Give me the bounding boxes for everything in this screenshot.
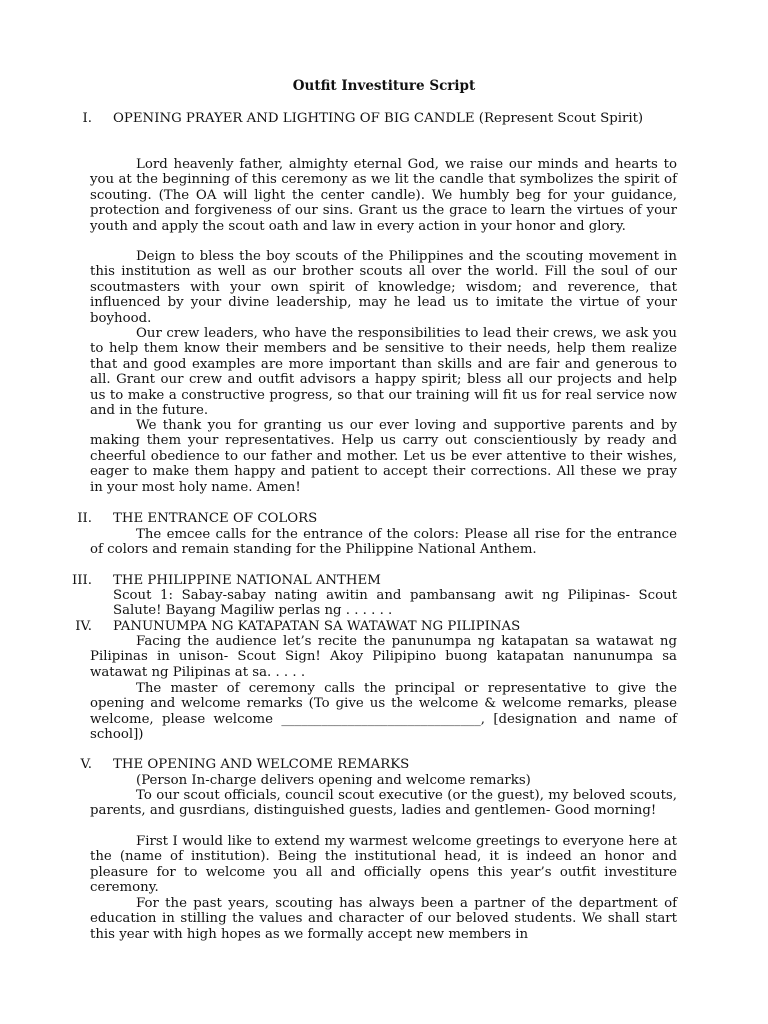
- document-title: Outfit Investiture Script: [292, 78, 476, 94]
- paragraph: First I would like to extend my warmest welcome greetings to everyone here at the (name of institution). Being the institutional head, it is indeed an honor and pleasure for to welcome you all and officially opens this year’s outfit investiture ceremony.: [90, 834, 677, 896]
- paragraph: The emcee calls for the entrance of the colors: Please all rise for the entrance of colors and remain standing for the Philippine National Anthem.: [90, 527, 677, 558]
- paragraph: Our crew leaders, who have the responsibilities to lead their crews, we ask you to help them know their members and be sensitive to their needs, help them realize that and good examples are more important than skills and are fair and generous to all. Grant our crew and outfit advisors a happy spirit; bless all our projects and help us to make a constructive progress, so that our training will fit us for real service now and in the future.: [90, 326, 677, 419]
- paragraph: Deign to bless the boy scouts of the Philippines and the scouting movement in this institution as well as our brother scouts all over the world. Fill the soul of our scoutmasters with your own spirit of knowledge; wisdom; and reverence, that influenced by your divine leadership, may he lead us to imitate the virtue of your boyhood.: [90, 249, 677, 326]
- section-title: OPENING PRAYER AND LIGHTING OF BIG CANDLE (Represent Scout Spirit): [113, 111, 644, 126]
- paragraph: We thank you for granting us our ever loving and supportive parents and by making them your representatives. Help us carry out conscientiously by ready and cheerful obedience to our father and mother. Let us be ever attentive to their wishes, eager to make them happy and patient to accept their corrections. All these we pray in your most holy name. Amen!: [90, 418, 677, 495]
- paragraph: (Person In-charge delivers opening and welcome remarks): [136, 773, 531, 788]
- section-title: THE OPENING AND WELCOME REMARKS: [113, 757, 410, 772]
- section-number: V.: [80, 757, 92, 772]
- section-title: THE ENTRANCE OF COLORS: [113, 511, 318, 526]
- section-title: THE PHILIPPINE NATIONAL ANTHEM: [113, 573, 381, 588]
- section-number: I.: [82, 111, 92, 126]
- section-number: II.: [77, 511, 92, 526]
- paragraph: Scout 1: Sabay-sabay nating awitin and pambansang awit ng Pilipinas- Scout Salute! Bayang Magiliw perlas ng . . . . . .: [113, 588, 677, 619]
- paragraph: Facing the audience let’s recite the panunumpa ng katapatan sa watawat ng Pilipinas in unison- Scout Sign! Akoy Pilipipino buong katapatan nanunumpa sa watawat ng Pilipinas at sa. . . . .: [90, 634, 677, 680]
- section-number: III.: [72, 573, 92, 588]
- paragraph: The master of ceremony calls the principal or representative to give the opening and welcome remarks (To give us the welcome & welcome remarks, please welcome, please welcome ______________________________, [designation and name of school]): [90, 681, 677, 743]
- paragraph: To our scout officials, council scout executive (or the guest), my beloved scouts, parents, and gusrdians, distinguished guests, ladies and gentlemen- Good morning!: [90, 788, 677, 819]
- section-title: PANUNUMPA NG KATAPATAN SA WATAWAT NG PILIPINAS: [113, 619, 521, 634]
- paragraph: For the past years, scouting has always been a partner of the department of education in stilling the values and character of our beloved students. We shall start this year with high hopes as we formally accept new members in: [90, 896, 677, 942]
- paragraph: Lord heavenly father, almighty eternal God, we raise our minds and hearts to you at the beginning of this ceremony as we lit the candle that symbolizes the spirit of scouting. (The OA will light the center candle). We humbly beg for your guidance, protection and forgiveness of our sins. Grant us the grace to learn the virtues of your youth and apply the scout oath and law in every action in your honor and glory.: [90, 157, 677, 234]
- section-number: IV.: [75, 619, 92, 634]
